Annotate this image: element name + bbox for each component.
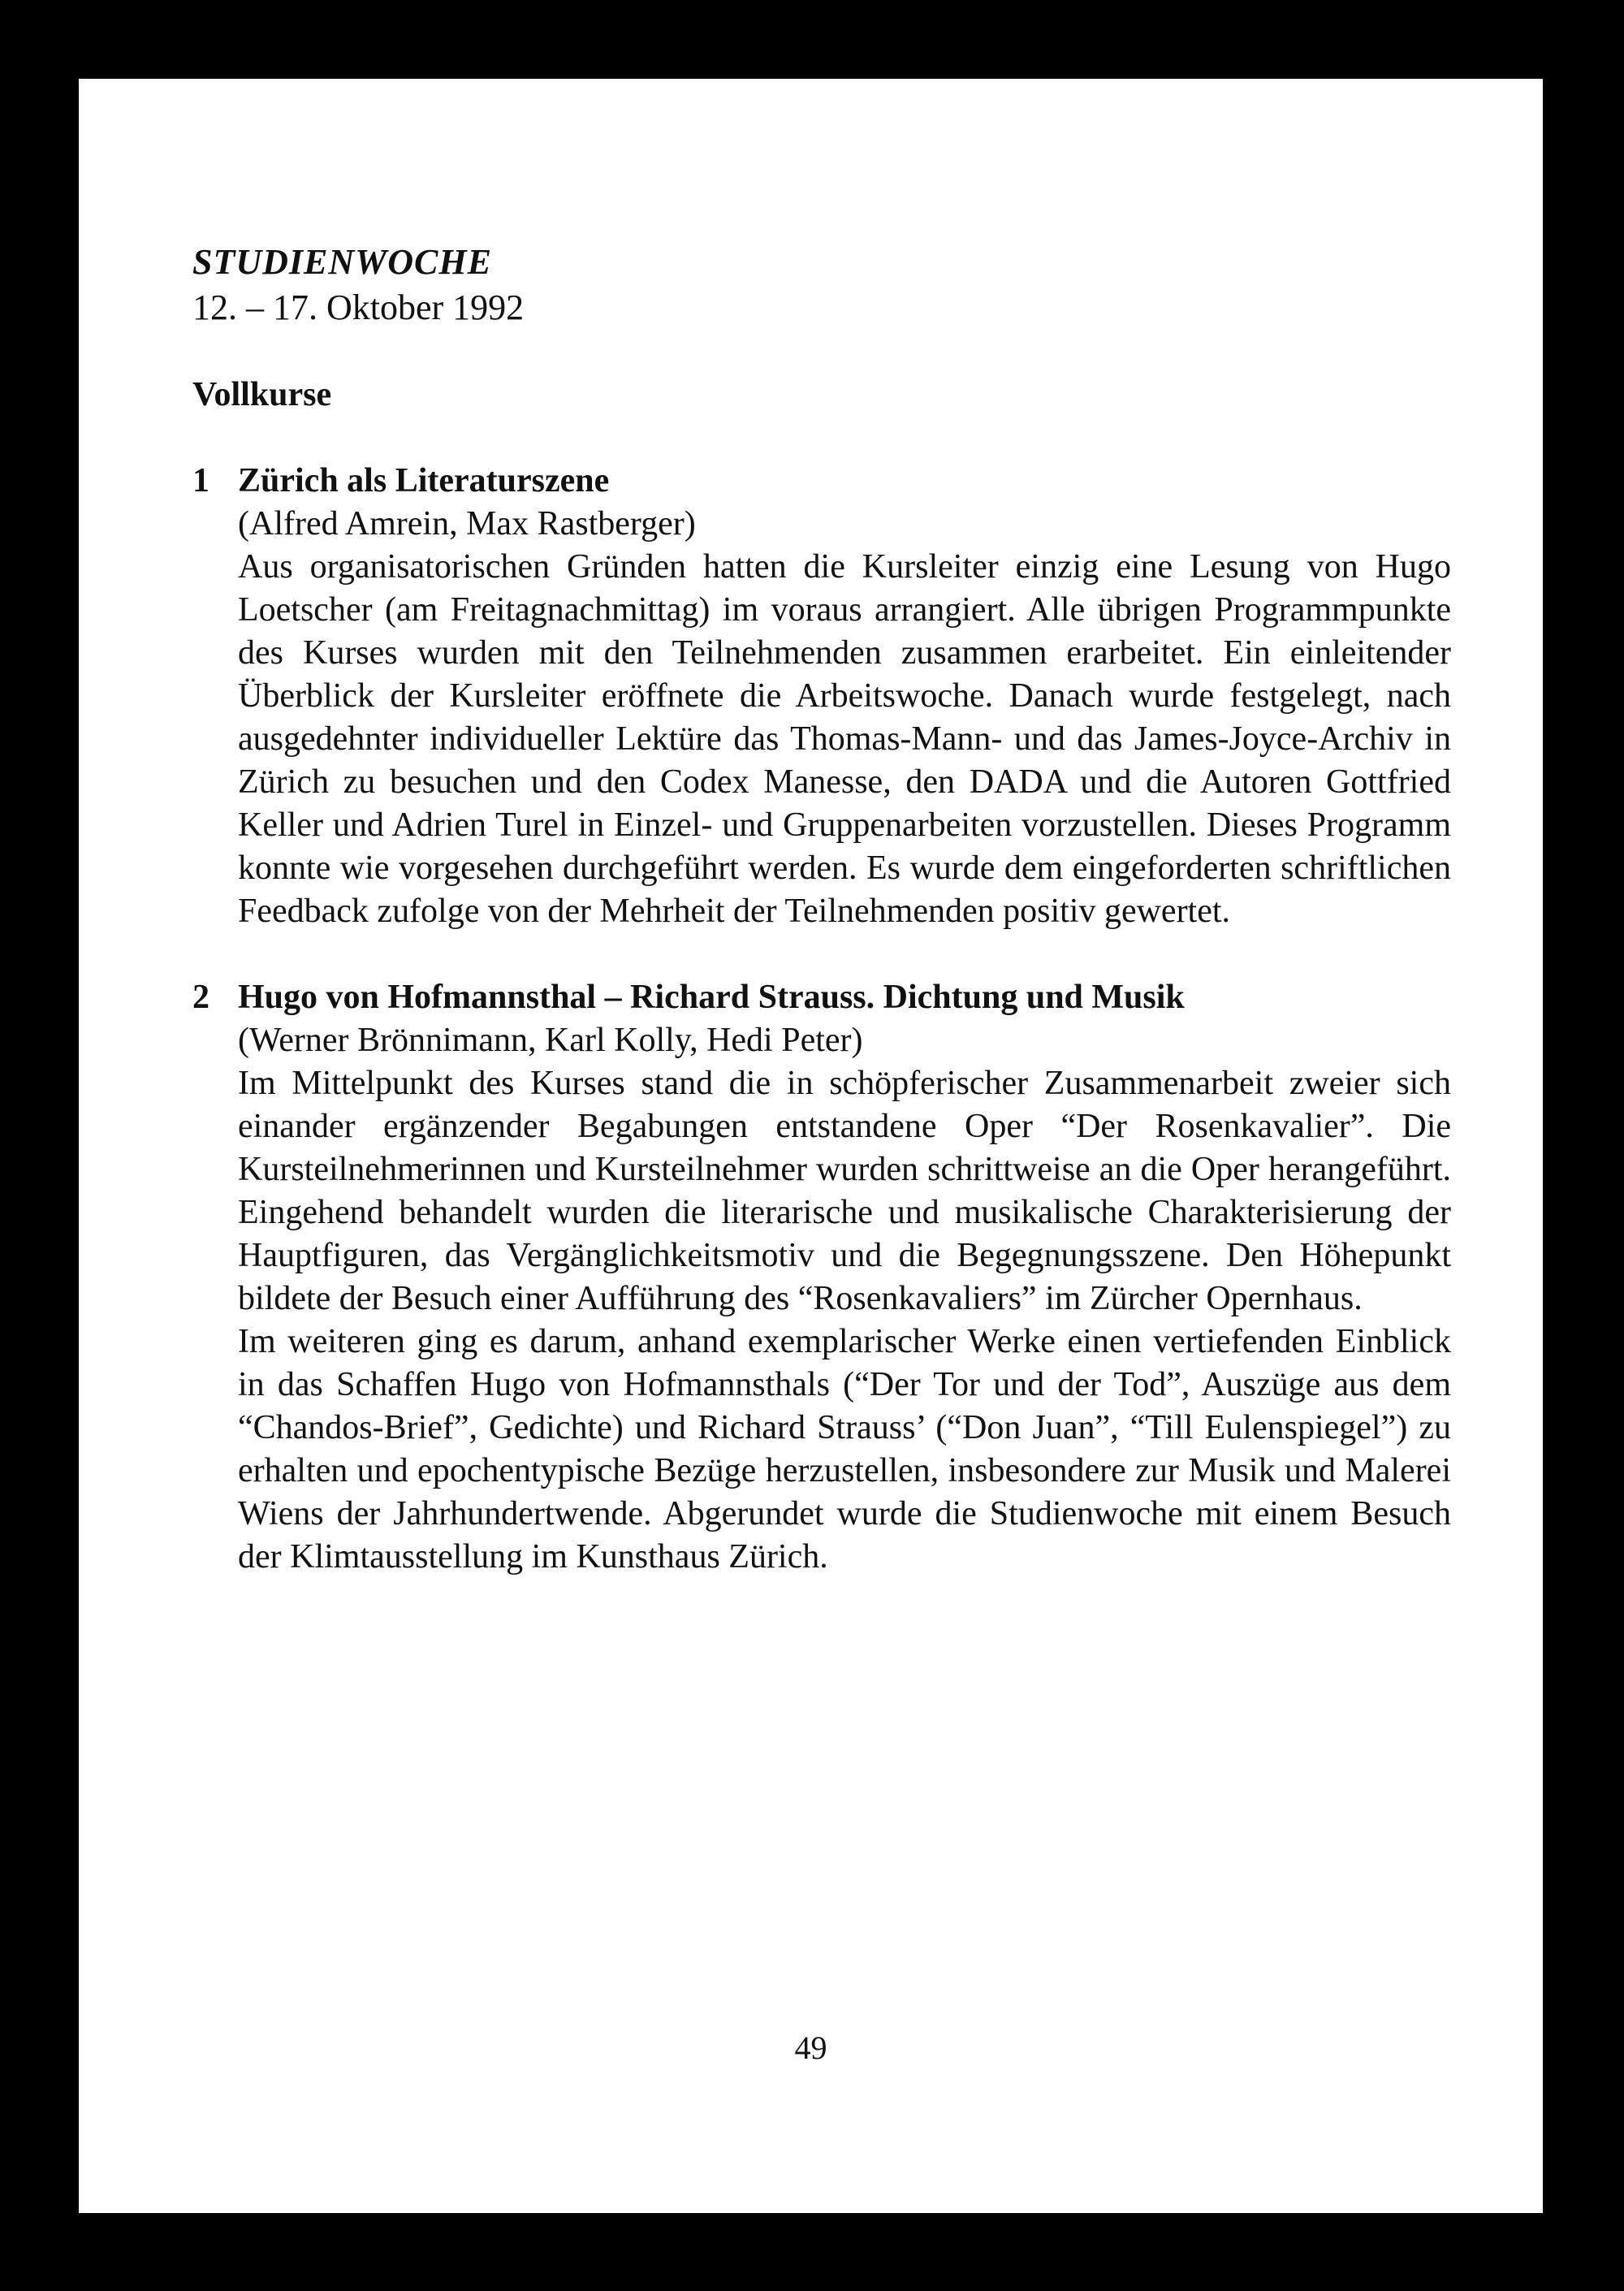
document-title: STUDIENWOCHE	[192, 242, 492, 282]
course-description-continued: Im weiteren ging es darum, anhand exemplarischer Werke einen vertiefenden Einblick in das Schaffen Hugo von Hofmannsthals (“Der Tor und der Tod”, Auszüge aus dem “Chandos-Brief”, Gedichte) und Richard Strauss’ (“Don Juan”, “Till Eulenspiegel”) zu erhalten und epochentypische Bezüge herzustellen, insbesondere zur Musik und Malerei Wiens der Jahrhundertwende. Abgerundet wurde die Studienwoche mit einem Besuch der Klimtausstellung im Kunsthaus Zürich.	[238, 1323, 1451, 1576]
course-leaders: (Werner Brönnimann, Karl Kolly, Hedi Peter)	[238, 1022, 863, 1059]
course-1	[192, 459, 1451, 933]
course-title: Zürich als Literaturszene	[238, 462, 610, 499]
course-description: Im Mittelpunkt des Kurses stand die in schöpferischer Zusammenarbeit zweier sich einander ergänzender Begabungen entstandene Oper “Der Rosenkavalier”. Die Kursteilnehmerinnen und Kursteilnehmer wurden schrittweise an die Oper herangeführt. Eingehend behandelt wurden die literarische und musikalische Charakterisierung der Hauptfiguren, das Vergänglichkeitsmotiv und die Begegnungsszene. Den Höhepunkt bildete der Besuch einer Aufführung des “Rosenkavaliers” im Zürcher Opernhaus.	[238, 1065, 1451, 1317]
page-number: 49	[794, 2029, 827, 2066]
document-date: 12. – 17. Oktober 1992	[192, 287, 525, 327]
section-heading: Vollkurse	[192, 376, 332, 413]
course-title: Hugo von Hofmannsthal – Richard Strauss. Dichtung und Musik	[238, 979, 1185, 1016]
course-description: Aus organisatorischen Gründen hatten die Kursleiter einzig eine Lesung von Hugo Loetscher (am Freitagnachmittag) im voraus arrangiert. Alle übrigen Programmpunkte des Kurses wurden mit den Teilnehmenden zusammen erarbeitet. Ein einleitender Überblick der Kursleiter eröffnete die Arbeitswoche. Danach wurde festgelegt, nach ausgedehnter individueller Lektüre das Thomas-Mann- und das James-Joyce-Archiv in Zürich zu besuchen und den Codex Manesse, den DADA und die Autoren Gottfried Keller und Adrien Turel in Einzel- und Gruppenarbeiten vorzustellen. Dieses Programm konnte wie vorgesehen durchgeführt werden. Es wurde dem eingeforderten schriftlichen Feedback zufolge von der Mehrheit der Teilnehmenden positiv gewertet.	[238, 548, 1451, 930]
page-content	[192, 240, 1451, 1579]
course-leaders: (Alfred Amrein, Max Rastberger)	[238, 505, 696, 542]
course-number: 2	[192, 979, 209, 1016]
course-2	[192, 975, 1451, 1579]
course-number: 1	[192, 462, 209, 499]
document-page	[79, 79, 1543, 2213]
